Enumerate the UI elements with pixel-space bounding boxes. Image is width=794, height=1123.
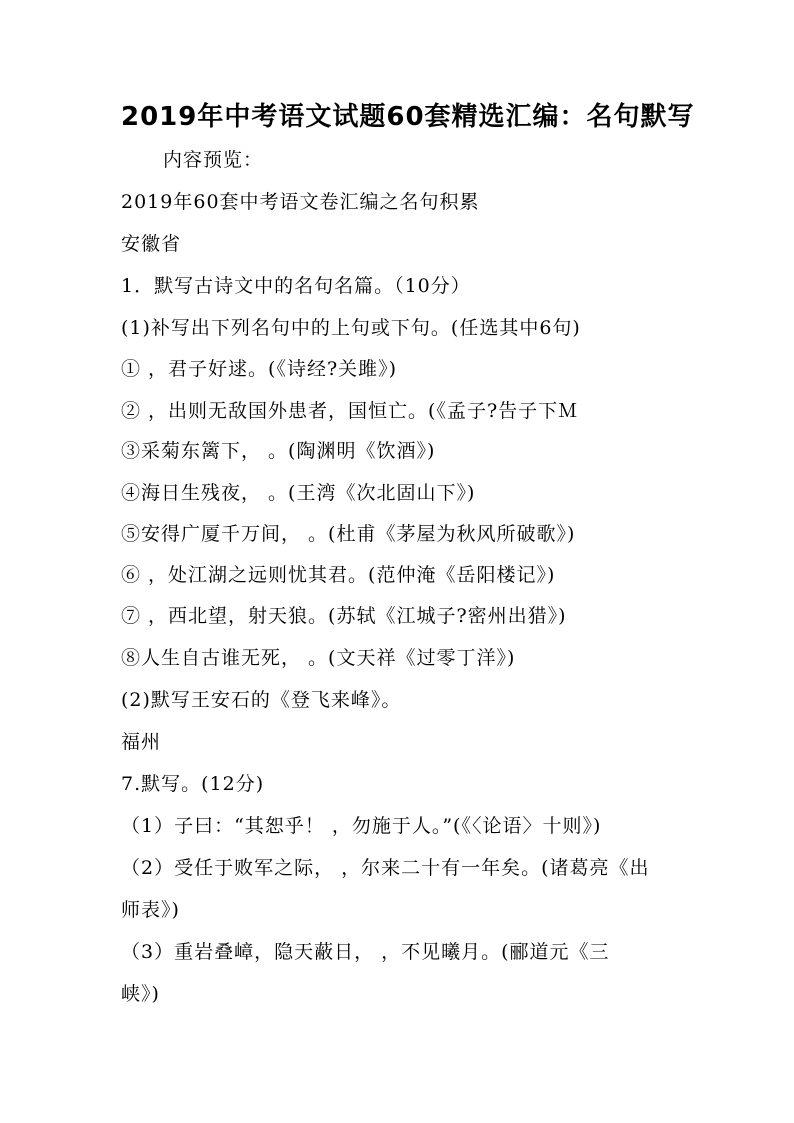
question-7-item-3: （3）重岩叠嶂，隐天蔽日， ，不见曦月。(郦道元《三 — [121, 941, 610, 963]
question-7-item-2-continued: 师表》) — [121, 899, 180, 921]
quote-item-7: ⑦ ，西北望，射天狼。(苏轼《江城子?密州出猎》) — [121, 605, 567, 627]
quote-item-2: ② ，出则无敌国外患者，国恒亡。(《孟子?告子下Ｍ — [121, 400, 579, 422]
question-7-item-1: （1）子曰：“其恕乎！ ，勿施于人。”(《〈论语〉十则》) — [121, 815, 602, 837]
quote-item-6: ⑥ ，处江湖之远则忧其君。(范仲淹《岳阳楼记》) — [121, 564, 556, 586]
question-1-part-2: (2)默写王安石的《登飞来峰》。 — [121, 689, 402, 711]
section-heading: 2019年60套中考语文卷汇编之名句积累 — [121, 191, 480, 213]
question-7-item-2: （2）受任于败军之际， ，尔来二十有一年矣。(诸葛亮《出 — [121, 857, 650, 879]
document-title: 2019年中考语文试题60套精选汇编：名句默写 — [121, 102, 695, 132]
quote-item-5: ⑤安得广厦千万间， 。(杜甫《茅屋为秋风所破歌》) — [121, 523, 576, 545]
quote-item-3: ③采菊东篱下， 。(陶渊明《饮酒》) — [121, 440, 436, 462]
quote-item-1: ① ，君子好逑。(《诗经?关雎》) — [121, 358, 398, 380]
preview-label: 内容预览： — [163, 149, 264, 171]
quote-item-8: ⑧人生自古谁无死， 。(文天祥《过零丁洋》) — [121, 647, 516, 669]
question-1-part-1: (1)补写出下列名句中的上句或下句。(任选其中6句) — [121, 317, 581, 339]
quote-item-4: ④海日生残夜， 。(王湾《次北固山下》) — [121, 482, 476, 504]
question-7: 7.默写。(12分) — [121, 773, 265, 795]
region-heading-fuzhou: 福州 — [121, 731, 162, 753]
region-heading-anhui: 安徽省 — [121, 233, 182, 255]
question-7-item-3-continued: 峡》) — [121, 983, 160, 1005]
question-1: 1．默写古诗文中的名句名篇。（10分） — [121, 275, 471, 297]
